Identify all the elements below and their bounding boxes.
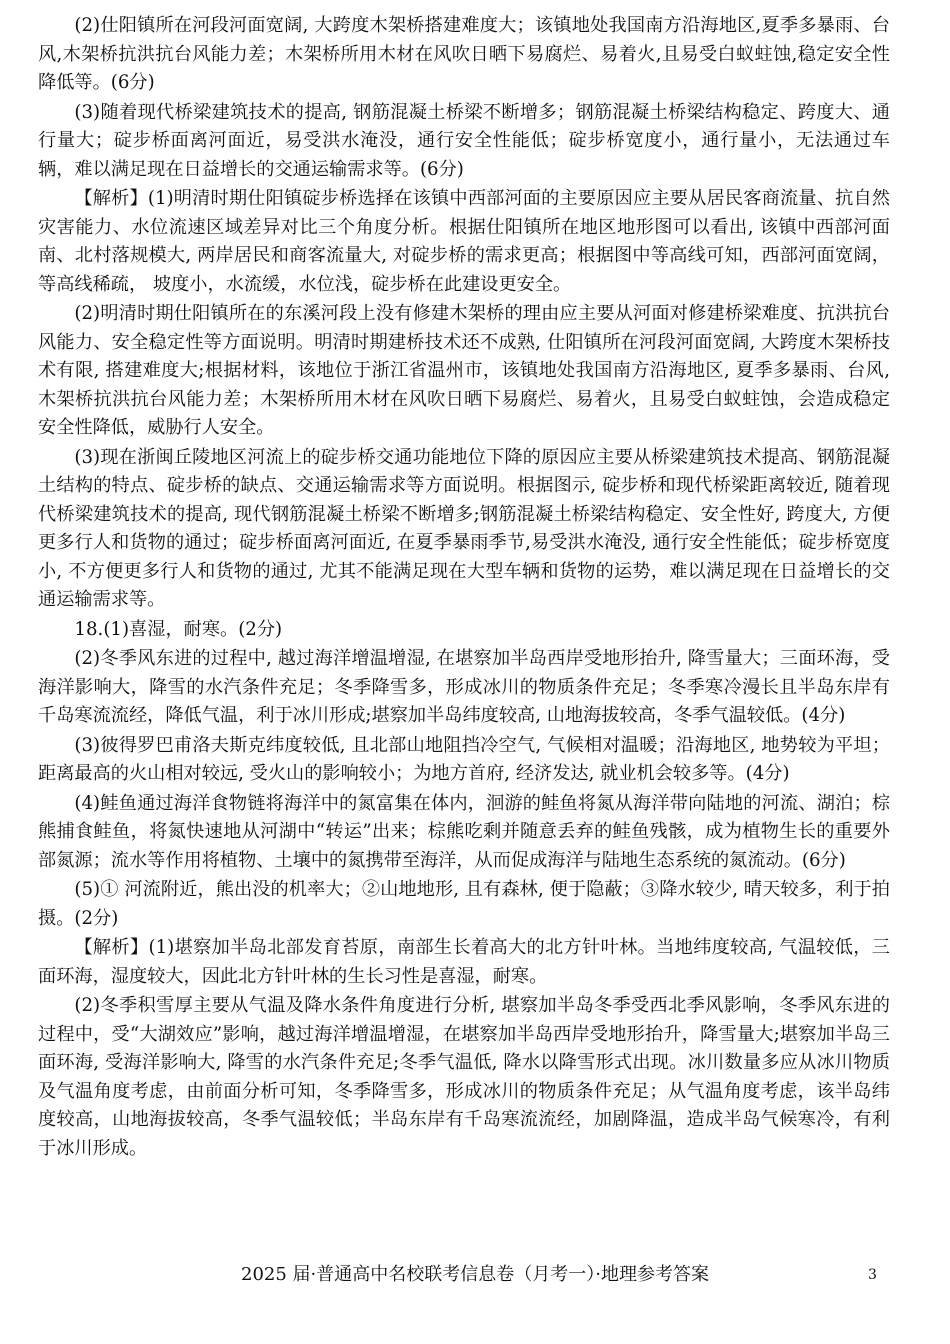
- paragraph-answer-18-4: (4)鲑鱼通过海洋食物链将海洋中的氮富集在体内，洄游的鲑鱼将氮从海洋带向陆地的河流、湖泊；棕熊捕食鲑鱼，将氮快速地从河湖中“转运”出来；棕熊吃剩并随意丢弃的鲑鱼残骸，成为植物生长的重要外部氮源；流水等作用将植物、土壤中的氮携带至海洋，从而促成海洋与陆地生态系统的氮流动。(6分): [38, 792, 890, 871]
- paragraph-analysis-17-3: (3)现在浙闽丘陵地区河流上的碇步桥交通功能地位下降的原因应主要从桥梁建筑技术提高、钢筋混凝土结构的特点、碇步桥的缺点、交通运输需求等方面说明。根据图示, 碇步桥和现代桥梁距离较近, 随着现代桥梁建筑技术的提高, 现代钢筋混凝土桥梁不断增多;钢筋混凝土桥梁结构稳定、安全性好, 跨度大, 方便更多行人和货物的通过；碇步桥面离河面近, 在夏季暴雨季节,易受洪水淹没, 通行安全性能低；碇步桥宽度小, 不方便更多行人和货物的通过, 尤其不能满足现在大型车辆和货物的运势，难以满足现在日益增长的交通运输需求等。: [38, 446, 890, 610]
- paragraph-answer-18-1: 18.(1)喜湿，耐寒。(2分): [74, 618, 283, 640]
- paragraph-answer-18-3: (3)彼得罗巴甫洛夫斯克纬度较低, 且北部山地阻挡冷空气, 气候相对温暖；沿海地区, 地势较为平坦；距离最高的火山相对较远, 受火山的影响较小；为地方首府, 经济发达, 就业机会较多等。(4分): [38, 734, 890, 784]
- page-footer-title: 2025 届·普通高中名校联考信息卷（月考一）·地理参考答案: [241, 1264, 709, 1285]
- paragraph-analysis-18-2: (2)冬季积雪厚主要从气温及降水条件角度进行分析, 堪察加半岛冬季受西北季风影响，冬季风东进的过程中，受“大湖效应”影响，越过海洋增温增湿，在堪察加半岛西岸受地形抬升，降雪量大;堪察加半岛三面环海, 受海洋影响大, 降雪的水汽条件充足;冬季气温低, 降水以降雪形式出现。冰川数量多应从冰川物质及气温角度考虑，由前面分析可知，冬季降雪多，形成冰川的物质条件充足；从气温角度考虑，该半岛纬度较高，山地海拔较高，冬季气温较低；半岛东岸有千岛寒流流经，加剧降温，造成半岛气候寒冷，有利于冰川形成。: [38, 995, 890, 1159]
- paragraph-analysis-18-1: 【解析】(1)堪察加半岛北部发育苔原，南部生长着高大的北方针叶林。当地纬度较高, 气温较低，三面环海，湿度较大，因此北方针叶林的生长习性是喜湿，耐寒。: [38, 937, 890, 987]
- paragraph-answer-17-3: (3)随着现代桥梁建筑技术的提高, 钢筋混凝土桥梁不断增多；钢筋混凝土桥梁结构稳定、跨度大、通行量大；碇步桥面离河面近，易受洪水淹没，通行安全性能低；碇步桥宽度小，通行量小，无法通过车辆，难以满足现在日益增长的交通运输需求等。(6分): [38, 101, 890, 180]
- paragraph-analysis-17-1: 【解析】(1)明清时期仕阳镇碇步桥选择在该镇中西部河面的主要原因应主要从居民客商流量、抗自然灾害能力、水位流速区域差异对比三个角度分析。根据仕阳镇所在地区地形图可以看出, 该镇中西部河面南、北村落规模大, 两岸居民和商客流量大, 对碇步桥的需求更高；根据图中等高线可知，西部河面宽阔，等高线稀疏， 坡度小，水流缓，水位浅，碇步桥在此建设更安全。: [38, 188, 890, 295]
- paragraph-answer-18-5: (5)① 河流附近，熊出没的机率大；②山地地形, 且有森林, 便于隐蔽；③降水较少, 晴天较多，利于拍摄。(2分): [38, 879, 890, 929]
- paragraph-answer-17-2: (2)仕阳镇所在河段河面宽阔, 大跨度木架桥搭建难度大；该镇地处我国南方沿海地区,夏季多暴雨、台风,木架桥抗洪抗台风能力差；木架桥所用木材在风吹日晒下易腐烂、易着火,且易受白蚁蛀蚀,稳定安全性降低等。(6分): [38, 15, 890, 93]
- paragraph-answer-18-2: (2)冬季风东进的过程中, 越过海洋增温增湿, 在堪察加半岛西岸受地形抬升, 降雪量大；三面环海，受海洋影响大，降雪的水汽条件充足；冬季降雪多，形成冰川的物质条件充足；冬季寒冷漫长且半岛东岸有千岛寒流流经，降低气温，利于冰川形成;堪察加半岛纬度较高, 山地海拔较高，冬季气温较低。(4分): [38, 648, 890, 726]
- paragraph-analysis-17-2: (2)明清时期仕阳镇所在的东溪河段上没有修建木架桥的理由应主要从河面对修建桥梁难度、抗洪抗台风能力、安全稳定性等方面说明。明清时期建桥技术还不成熟, 仕阳镇所在河段河面宽阔, 大跨度木架桥技术有限, 搭建难度大;根据材料，该地位于浙江省温州市，该镇地处我国南方沿海地区, 夏季多暴雨、台风, 木架桥抗洪抗台风能力差；木架桥所用木材在风吹日晒下易腐烂、易着火，且易受白蚁蛀蚀，会造成稳定安全性降低，威胁行人安全。: [38, 303, 896, 438]
- answer-text: [38, 12, 896, 1164]
- page-number: 3: [868, 1267, 877, 1283]
